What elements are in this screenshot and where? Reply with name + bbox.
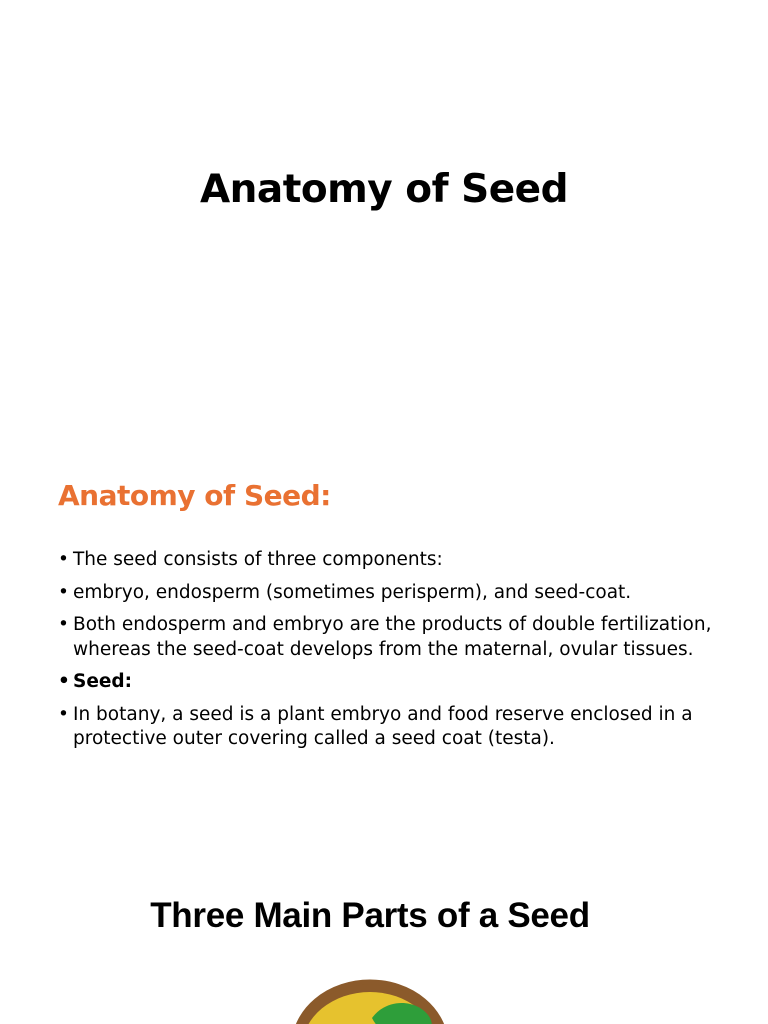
bullet-icon: • <box>58 703 69 725</box>
bullet-text: Seed: <box>73 671 133 692</box>
seed-diagram-svg <box>280 978 460 1024</box>
bullet-icon: • <box>58 671 70 692</box>
bullet-icon: • <box>58 581 69 603</box>
bullet-list <box>58 548 718 760</box>
slide-title: Anatomy of Seed <box>199 167 569 212</box>
figure-title: Three Main Parts of a Seed <box>150 896 590 935</box>
seed-diagram-icon <box>280 978 460 1024</box>
bullet-text: Both endosperm and embryo are the products of double fertilization, whereas the seed-coat develops from the maternal, ovular tissues. <box>73 614 712 660</box>
bullet-text: In botany, a seed is a plant embryo and food reserve enclosed in a protective outer covering called a seed coat (testa). <box>73 703 693 749</box>
bullet-text: embryo, endosperm (sometimes perisperm), and seed-coat. <box>73 581 632 603</box>
bullet-text: The seed consists of three components: <box>73 549 443 570</box>
bullet-icon: • <box>58 549 69 570</box>
bullet-item <box>58 581 718 606</box>
section-heading: Anatomy of Seed: <box>58 479 331 512</box>
bullet-item <box>58 703 718 752</box>
title-slide <box>0 0 768 440</box>
bullet-icon: • <box>58 614 69 635</box>
bullet-item <box>58 613 718 662</box>
bullet-item <box>58 670 718 695</box>
content-slide <box>0 440 768 860</box>
figure-slide <box>0 860 768 1024</box>
bullet-item <box>58 548 718 573</box>
